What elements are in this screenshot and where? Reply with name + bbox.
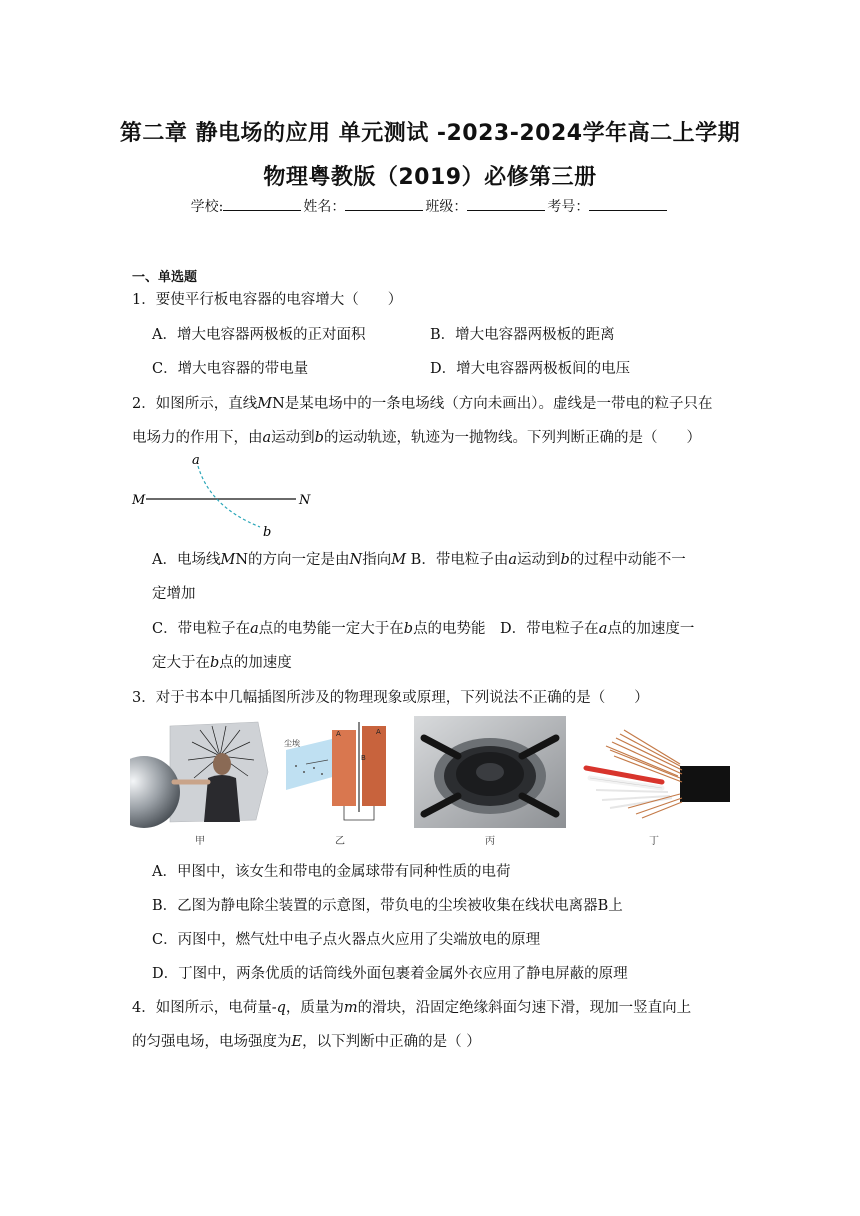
label-m: M: [132, 493, 146, 508]
class-field[interactable]: [425, 196, 547, 216]
q1-option-c[interactable]: C．增大电容器的带电量: [152, 361, 309, 377]
label-dust: 尘埃: [284, 739, 300, 748]
q2-stem-line1: 2．如图所示，直线MN是某电场中的一条电场线（方向未画出）。虚线是一带电的粒子只在: [132, 396, 713, 412]
school-label: 学校:: [190, 199, 224, 215]
student-info-row: [0, 196, 860, 216]
school-field[interactable]: [191, 196, 304, 216]
caption-ding: 丁: [649, 836, 659, 847]
section-title: 一、单选题: [132, 270, 198, 285]
q2-options-line1[interactable]: A．电场线MN的方向一定是由N指向M B．带电粒子由a运动到b的过程中动能不一: [152, 552, 686, 568]
class-blank[interactable]: [467, 199, 545, 211]
class-label: 班级：: [425, 199, 468, 215]
exam-number-label: 考号：: [547, 199, 590, 215]
exam-number-blank[interactable]: [589, 199, 667, 211]
q1-option-b[interactable]: B．增大电容器两极板的距离: [430, 327, 615, 343]
label-wire-b: B: [361, 754, 366, 762]
q2-options-line2[interactable]: 定增加: [152, 586, 196, 602]
school-blank[interactable]: [223, 199, 301, 211]
illustration-shielded-cable: [576, 716, 730, 828]
label-a: a: [192, 453, 200, 468]
q3-option-d[interactable]: D．丁图中，两条优质的话筒线外面包裹着金属外衣应用了静电屏蔽的原理: [152, 966, 628, 982]
q1-stem: 1．要使平行板电容器的电容增大（ ）: [132, 292, 403, 308]
label-b: b: [263, 525, 272, 540]
q2-options-line4[interactable]: 定大于在b点的加速度: [152, 655, 292, 671]
exam-title-line1: 第二章 静电场的应用 单元测试 -2023-2024学年高二上学期: [119, 121, 741, 146]
q2-options-line3[interactable]: C．带电粒子在a点的电势能一定大于在b点的电势能 D．带电粒子在a点的加速度一: [152, 621, 695, 637]
q3-stem: 3．对于书本中几幅插图所涉及的物理现象或原理，下列说法不正确的是（ ）: [132, 690, 649, 706]
illustration-charged-sphere: [130, 716, 270, 828]
q3-option-b[interactable]: B．乙图为静电除尘装置的示意图，带负电的尘埃被收集在线状电离器B上: [152, 898, 623, 914]
label-n: N: [299, 493, 311, 508]
illustration-precipitator: [280, 716, 400, 828]
illustration-gas-stove: [414, 716, 566, 828]
q4-stem-line1: 4．如图所示，电荷量-q，质量为m的滑块，沿固定绝缘斜面匀速下滑，现加一竖直向上: [132, 1000, 692, 1016]
q3-option-c[interactable]: C．丙图中，燃气灶中电子点火器点火应用了尖端放电的原理: [152, 932, 541, 948]
particle-trajectory: [198, 466, 260, 527]
q3-illustrations: [130, 716, 730, 846]
label-plate-a2: A: [376, 728, 381, 736]
q1-option-d[interactable]: D．增大电容器两极板间的电压: [430, 361, 631, 377]
q2-field-line-figure: [130, 452, 320, 542]
q2-stem-line2: 电场力的作用下，由a运动到b的运动轨迹，轨迹为一抛物线。下列判断正确的是（ ）: [132, 430, 701, 446]
q3-option-a[interactable]: A．甲图中，该女生和带电的金属球带有同种性质的电荷: [152, 864, 511, 880]
caption-bing: 丙: [485, 836, 495, 847]
caption-yi: 乙: [335, 836, 345, 847]
q1-option-a[interactable]: A．增大电容器两极板的正对面积: [152, 327, 366, 343]
exam-title-line2: 物理粤教版（2019）必修第三册: [263, 165, 597, 190]
label-plate-a: A: [336, 730, 341, 738]
q4-stem-line2: 的匀强电场，电场强度为E，以下判断中正确的是（ ）: [132, 1034, 481, 1050]
caption-jia: 甲: [195, 836, 205, 847]
exam-number-field[interactable]: [547, 196, 669, 216]
name-field[interactable]: [303, 196, 425, 216]
name-blank[interactable]: [345, 199, 423, 211]
name-label: 姓名：: [303, 199, 346, 215]
